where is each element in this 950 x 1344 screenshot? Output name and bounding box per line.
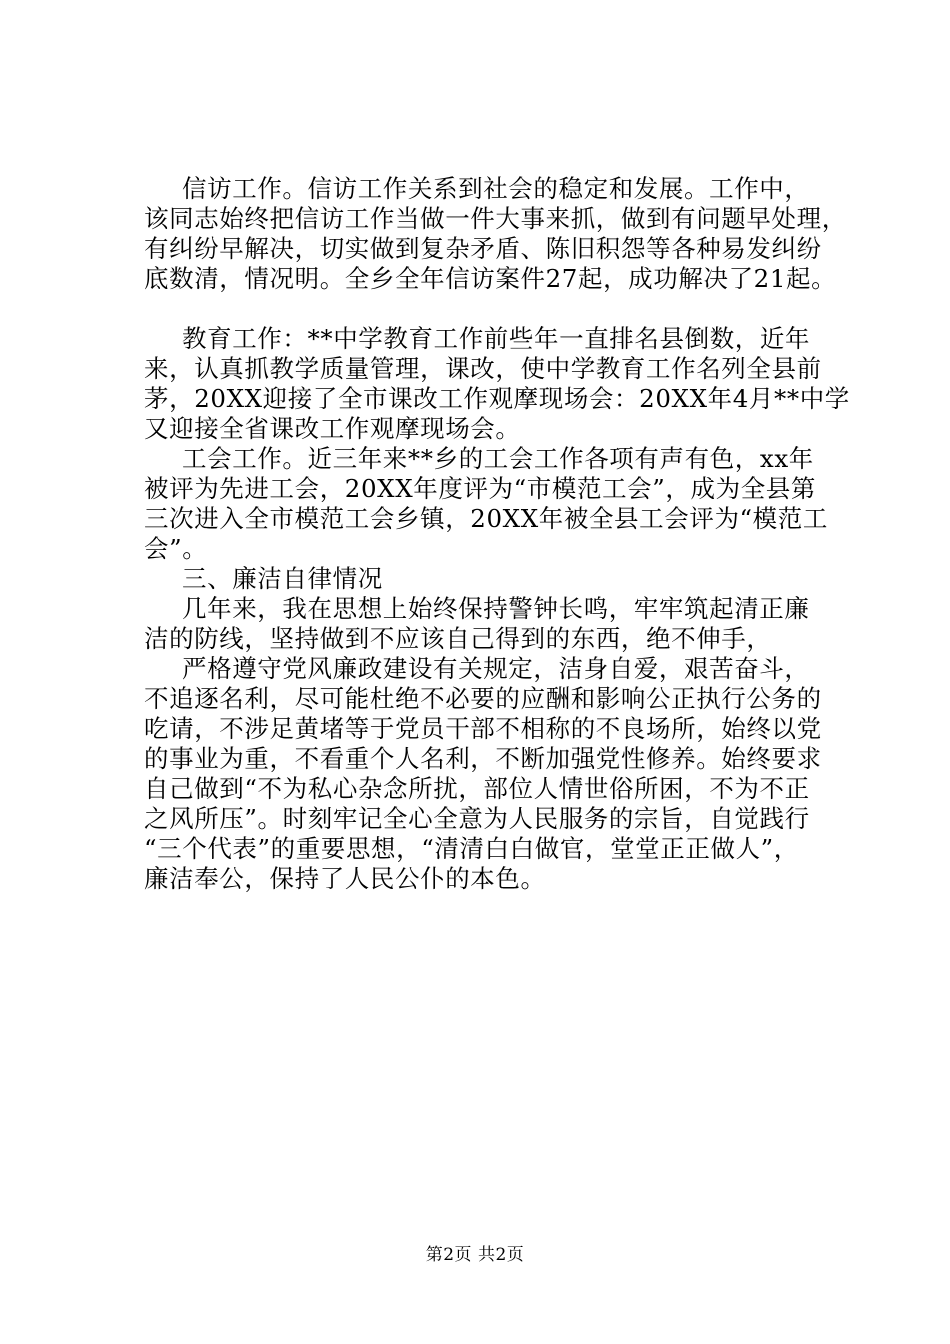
- text-line: 不追逐名利，尽可能杜绝不必要的应酬和影响公正执行公务的: [144, 684, 822, 713]
- document-body: [144, 174, 859, 894]
- text-line: 信访工作。信访工作关系到社会的稳定和发展。工作中，: [182, 174, 810, 203]
- paragraph-union-work: [144, 444, 859, 564]
- page-number-footer: 第2页 共2页: [425, 1245, 525, 1265]
- section-heading: 三、廉洁自律情况: [182, 564, 383, 593]
- paragraph-gap: [144, 294, 859, 324]
- text-line: 又迎接全省课改工作观摩现场会。: [144, 414, 521, 443]
- text-line: 工会工作。近三年来**乡的工会工作各项有声有色，xx年: [182, 444, 814, 473]
- text-line: 该同志始终把信访工作当做一件大事来抓，做到有问题早处理，: [144, 204, 847, 233]
- text-line: 吃请，不涉足黄堵等于党员干部不相称的不良场所，始终以党: [144, 714, 822, 743]
- text-line: 被评为先进工会，20XX年度评为“市模范工会”，成为全县第: [144, 474, 817, 503]
- text-line: 自己做到“不为私心杂念所扰，部位人情世俗所困，不为不正: [144, 774, 810, 803]
- section-heading-integrity: [144, 564, 859, 594]
- text-line: 三次进入全市模范工会乡镇，20XX年被全县工会评为“模范工: [144, 504, 828, 533]
- text-line: 教育工作：**中学教育工作前些年一直排名县倒数，近年: [182, 324, 811, 353]
- text-line: 的事业为重，不看重个人名利，不断加强党性修养。始终要求: [144, 744, 822, 773]
- text-line: 有纠纷早解决，切实做到复杂矛盾、陈旧积怨等各种易发纠纷: [144, 234, 822, 263]
- text-line: 廉洁奉公，保持了人民公仆的本色。: [144, 864, 546, 893]
- text-line: 洁的防线，坚持做到不应该自己得到的东西，绝不伸手，: [144, 624, 772, 653]
- text-line: 底数清，情况明。全乡全年信访案件27起，成功解决了21起。: [144, 264, 837, 293]
- text-line: “三个代表”的重要思想，“清清白白做官，堂堂正正做人”，: [144, 834, 799, 863]
- text-line: 之风所压”。时刻牢记全心全意为人民服务的宗旨，自觉践行: [144, 804, 810, 833]
- paragraph-petition-work: [144, 174, 859, 294]
- text-line: 会”。: [144, 534, 208, 563]
- text-line: 来，认真抓教学质量管理，课改，使中学教育工作名列全县前: [144, 354, 822, 383]
- paragraph-integrity-detail: [144, 654, 859, 894]
- text-line: 几年来，我在思想上始终保持警钟长鸣，牢牢筑起清正廉: [182, 594, 810, 623]
- text-line: 茅，20XX迎接了全市课改工作观摩现场会：20XX年4月**中学: [144, 384, 850, 413]
- paragraph-education-work: [144, 324, 859, 444]
- text-line: 严格遵守党风廉政建设有关规定，洁身自爱，艰苦奋斗，: [182, 654, 810, 683]
- paragraph-integrity-intro: [144, 594, 859, 654]
